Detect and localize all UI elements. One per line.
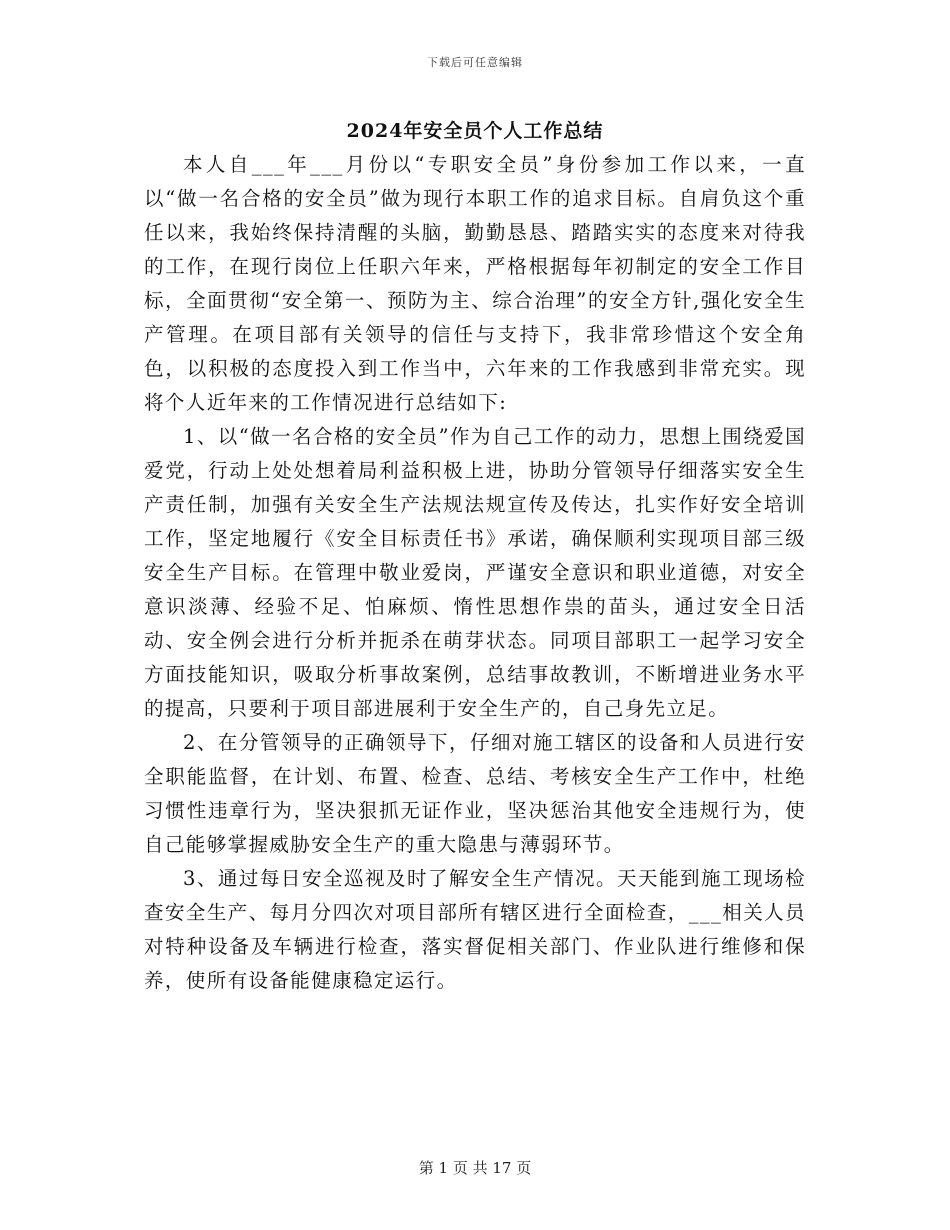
page-header-note: 下载后可任意编辑 [427,56,523,69]
paragraph-3: 3、通过每日安全巡视及时了解安全生产情况。天天能到施工现场检查安全生产、每月分四次对项目部所有辖区进行全面检查，___相关人员对特种设备及车辆进行检查，落实督促相关部门、作业队进行维修和保养，使所有设备能健康稳定运行。 [144,867,806,992]
paragraph-intro: 本人自___年___月份以“专职安全员”身份参加工作以来，一直以“做一名合格的安全员”做为现行本职工作的追求目标。自肩负这个重任以来，我始终保持清醒的头脑，勤勤恳恳、踏踏实实的态度来对待我的工作，在现行岗位上任职六年来，严格根据每年初制定的安全工作目标，全面贯彻“安全第一、预防为主、综合治理”的安全方针,强化安全生产管理。在项目部有关领导的信任与支持下，我非常珍惜这个安全角色，以积极的态度投入到工作当中，六年来的工作我感到非常充实。现将个人近年来的工作情况进行总结如下: [144,153,806,414]
document-body [144,148,806,998]
paragraph-2: 2、在分管领导的正确领导下，仔细对施工辖区的设备和人员进行安全职能监督，在计划、布置、检查、总结、考核安全生产工作中，杜绝习惯性违章行为，坚决狠抓无证作业，坚决惩治其他安全违规行为，使自己能够掌握威胁安全生产的重大隐患与薄弱环节。 [144,731,806,856]
document-title: 2024年安全员个人工作总结 [346,120,604,142]
paragraph-1: 1、以“做一名合格的安全员”作为自己工作的动力，思想上围绕爱国爱党，行动上处处想着局利益积极上进，协助分管领导仔细落实安全生产责任制，加强有关安全生产法规法规宣传及传达，扎实作好安全培训工作，坚定地履行《安全目标责任书》承诺，确保顺利实现项目部三级安全生产目标。在管理中敬业爱岗，严谨安全意识和职业道德，对安全意识淡薄、经验不足、怕麻烦、惰性思想作祟的苗头，通过安全日活动、安全例会进行分析并扼杀在萌芽状态。同项目部职工一起学习安全方面技能知识，吸取分析事故案例，总结事故教训，不断增进业务水平的提高，只要利于项目部进展利于安全生产的，自己身先立足。 [144,425,806,720]
page-number: 第 1 页 共 17 页 [418,1159,532,1177]
